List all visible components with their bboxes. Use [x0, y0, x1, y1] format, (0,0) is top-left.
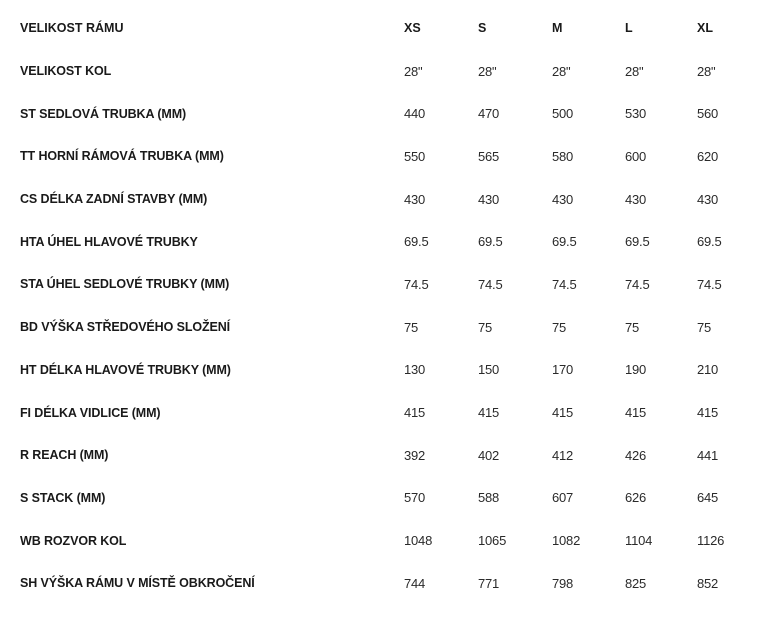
cell-value: 607 [552, 490, 574, 506]
cell-value: 430 [552, 191, 574, 207]
cell-value: 69.5 [404, 234, 429, 250]
row-label: VELIKOST KOL [20, 64, 112, 79]
cell-value: 74.5 [478, 276, 503, 292]
cell-value: 470 [478, 106, 500, 122]
row-label: R REACH (MM) [20, 448, 109, 463]
cell-value: 852 [697, 575, 719, 591]
row-label: STA ÚHEL SEDLOVÉ TRUBKY (MM) [20, 277, 230, 292]
header-size-s: S [478, 21, 487, 36]
row-label: HT DÉLKA HLAVOVÉ TRUBKY (MM) [20, 362, 231, 377]
table-row [20, 306, 757, 349]
cell-value: 415 [404, 405, 426, 421]
cell-value: 392 [404, 447, 426, 463]
cell-value: 69.5 [478, 234, 503, 250]
cell-value: 1082 [552, 533, 581, 549]
table-row [20, 391, 757, 434]
row-label: BD VÝŠKA STŘEDOVÉHO SLOŽENÍ [20, 320, 231, 335]
cell-value: 69.5 [625, 234, 650, 250]
cell-value: 430 [697, 191, 719, 207]
cell-value: 412 [552, 447, 574, 463]
row-label: S STACK (MM) [20, 490, 106, 505]
cell-value: 28" [697, 63, 716, 79]
cell-value: 626 [625, 490, 647, 506]
table-row [20, 220, 757, 263]
cell-value: 74.5 [625, 276, 650, 292]
table-row [20, 178, 757, 221]
table-row [20, 263, 757, 306]
cell-value: 825 [625, 575, 647, 591]
cell-value: 74.5 [552, 276, 577, 292]
table-row [20, 135, 757, 178]
cell-value: 744 [404, 575, 426, 591]
row-label: WB ROZVOR KOL [20, 533, 127, 548]
cell-value: 74.5 [697, 276, 722, 292]
cell-value: 798 [552, 575, 574, 591]
cell-value: 69.5 [552, 234, 577, 250]
cell-value: 75 [478, 319, 493, 335]
cell-value: 75 [552, 319, 567, 335]
row-label: FI DÉLKA VIDLICE (MM) [20, 405, 161, 420]
cell-value: 600 [625, 148, 647, 164]
cell-value: 1126 [697, 533, 725, 549]
row-label: CS DÉLKA ZADNÍ STAVBY (MM) [20, 192, 208, 207]
cell-value: 415 [478, 405, 500, 421]
cell-value: 430 [478, 191, 500, 207]
table-header-row [20, 7, 757, 50]
geometry-table [20, 7, 757, 605]
cell-value: 530 [625, 106, 647, 122]
table-row [20, 562, 757, 605]
cell-value: 190 [625, 362, 647, 378]
cell-value: 430 [625, 191, 647, 207]
cell-value: 500 [552, 106, 574, 122]
cell-value: 1048 [404, 533, 433, 549]
header-size-xl: XL [697, 21, 713, 36]
cell-value: 550 [404, 148, 426, 164]
cell-value: 415 [552, 405, 574, 421]
cell-value: 28" [552, 63, 571, 79]
row-label: TT HORNÍ RÁMOVÁ TRUBKA (MM) [20, 149, 224, 164]
table-row [20, 92, 757, 135]
cell-value: 130 [404, 362, 426, 378]
table-row [20, 477, 757, 520]
row-label: ST SEDLOVÁ TRUBKA (MM) [20, 106, 187, 121]
cell-value: 402 [478, 447, 500, 463]
table-row [20, 519, 757, 562]
cell-value: 170 [552, 362, 574, 378]
header-size-xs: XS [404, 21, 421, 36]
cell-value: 74.5 [404, 276, 429, 292]
header-frame-size-label: VELIKOST RÁMU [20, 21, 124, 36]
cell-value: 28" [625, 63, 644, 79]
header-size-l: L [625, 21, 633, 36]
cell-value: 430 [404, 191, 426, 207]
row-label: SH VÝŠKA RÁMU V MÍSTĚ OBKROČENÍ [20, 576, 255, 591]
cell-value: 588 [478, 490, 500, 506]
row-label: HTA ÚHEL HLAVOVÉ TRUBKY [20, 234, 198, 249]
cell-value: 620 [697, 148, 719, 164]
cell-value: 1104 [625, 533, 653, 549]
cell-value: 771 [478, 575, 500, 591]
cell-value: 415 [697, 405, 719, 421]
cell-value: 645 [697, 490, 719, 506]
cell-value: 440 [404, 106, 426, 122]
cell-value: 570 [404, 490, 426, 506]
cell-value: 210 [697, 362, 719, 378]
table-row [20, 50, 757, 93]
cell-value: 75 [404, 319, 419, 335]
cell-value: 565 [478, 148, 500, 164]
cell-value: 426 [625, 447, 647, 463]
cell-value: 441 [697, 447, 719, 463]
cell-value: 580 [552, 148, 574, 164]
table-row [20, 434, 757, 477]
cell-value: 75 [625, 319, 640, 335]
cell-value: 75 [697, 319, 712, 335]
cell-value: 560 [697, 106, 719, 122]
cell-value: 28" [478, 63, 497, 79]
table-row [20, 349, 757, 392]
cell-value: 150 [478, 362, 500, 378]
cell-value: 69.5 [697, 234, 722, 250]
cell-value: 1065 [478, 533, 507, 549]
cell-value: 28" [404, 63, 423, 79]
cell-value: 415 [625, 405, 647, 421]
header-size-m: M [552, 21, 563, 36]
